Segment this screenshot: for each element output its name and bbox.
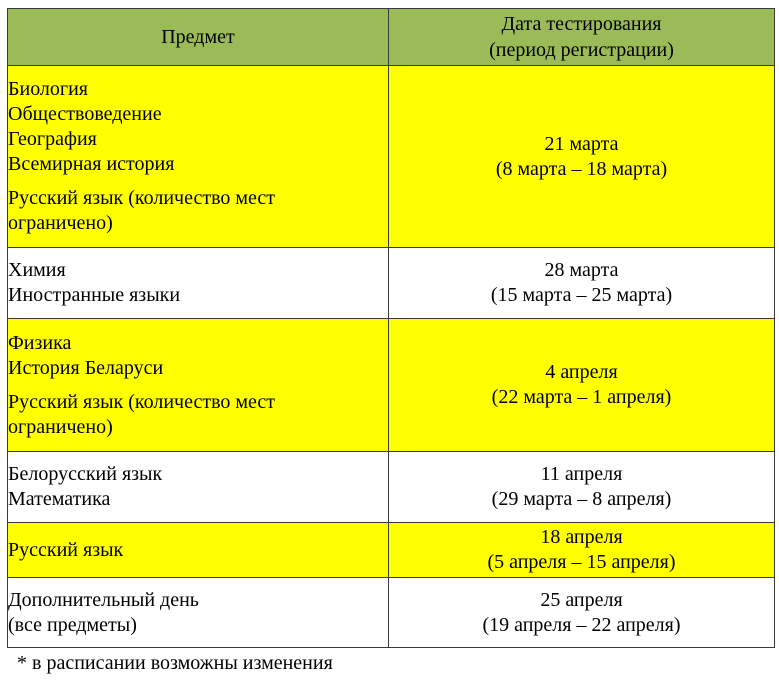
test-date: 4 апреля	[545, 361, 618, 383]
header-date-title: Дата тестирования	[501, 13, 662, 35]
subjects-cell	[8, 523, 389, 578]
subject-item: Всемирная история	[8, 153, 175, 175]
subject-item: (все предметы)	[8, 613, 137, 636]
subjects-cell	[8, 452, 389, 523]
subjects-cell	[8, 66, 389, 248]
subject-item: Дополнительный день	[8, 588, 199, 611]
registration-period: (22 марта – 1 апреля)	[491, 386, 672, 408]
subject-item: Белорусский язык	[8, 463, 163, 485]
subject-item: Обществоведение	[8, 103, 162, 125]
subject-item: География	[8, 128, 97, 150]
registration-period: (29 марта – 8 апреля)	[491, 488, 672, 510]
test-date: 25 апреля	[540, 588, 623, 611]
subject-item: История Беларуси	[8, 356, 164, 379]
date-cell	[389, 452, 775, 523]
date-cell	[389, 523, 775, 578]
subject-item: Биология	[8, 78, 89, 100]
header-row	[8, 9, 775, 66]
subject-item: Химия	[8, 259, 66, 281]
subjects-cell	[8, 578, 389, 648]
schedule-row	[8, 523, 775, 578]
schedule-row	[8, 319, 775, 452]
schedule-row	[8, 578, 775, 648]
registration-period: (8 марта – 18 марта)	[495, 157, 668, 180]
subject-note: Русский язык (количество мест	[8, 187, 276, 209]
registration-period: (19 апреля – 22 апреля)	[482, 613, 681, 636]
test-date: 28 марта	[544, 259, 619, 281]
schedule-row	[8, 248, 775, 319]
footnote: * в расписании возможны изменения	[17, 652, 333, 674]
subject-item: Физика	[8, 331, 72, 354]
subject-item: Математика	[8, 488, 111, 510]
test-date: 21 марта	[544, 132, 619, 155]
subject-note: ограничено)	[8, 415, 113, 438]
date-cell	[389, 578, 775, 648]
schedule-table	[7, 8, 775, 648]
subjects-cell	[8, 319, 389, 452]
test-date: 18 апреля	[540, 526, 623, 548]
subject-item: Иностранные языки	[8, 284, 181, 306]
subject-note: ограничено)	[8, 212, 113, 234]
date-cell	[389, 319, 775, 452]
date-cell	[389, 248, 775, 319]
subjects-cell	[8, 248, 389, 319]
header-subject: Предмет	[8, 9, 389, 66]
header-date-period: (период регистрации)	[489, 39, 674, 61]
subject-item: Русский язык	[8, 538, 124, 561]
registration-period: (5 апреля – 15 апреля)	[487, 551, 676, 573]
header-date	[389, 9, 775, 66]
registration-period: (15 марта – 25 марта)	[490, 284, 673, 306]
schedule-row	[8, 452, 775, 523]
schedule-row	[8, 66, 775, 248]
subject-note: Русский язык (количество мест	[8, 390, 276, 413]
date-cell	[389, 66, 775, 248]
test-date: 11 апреля	[540, 463, 623, 485]
